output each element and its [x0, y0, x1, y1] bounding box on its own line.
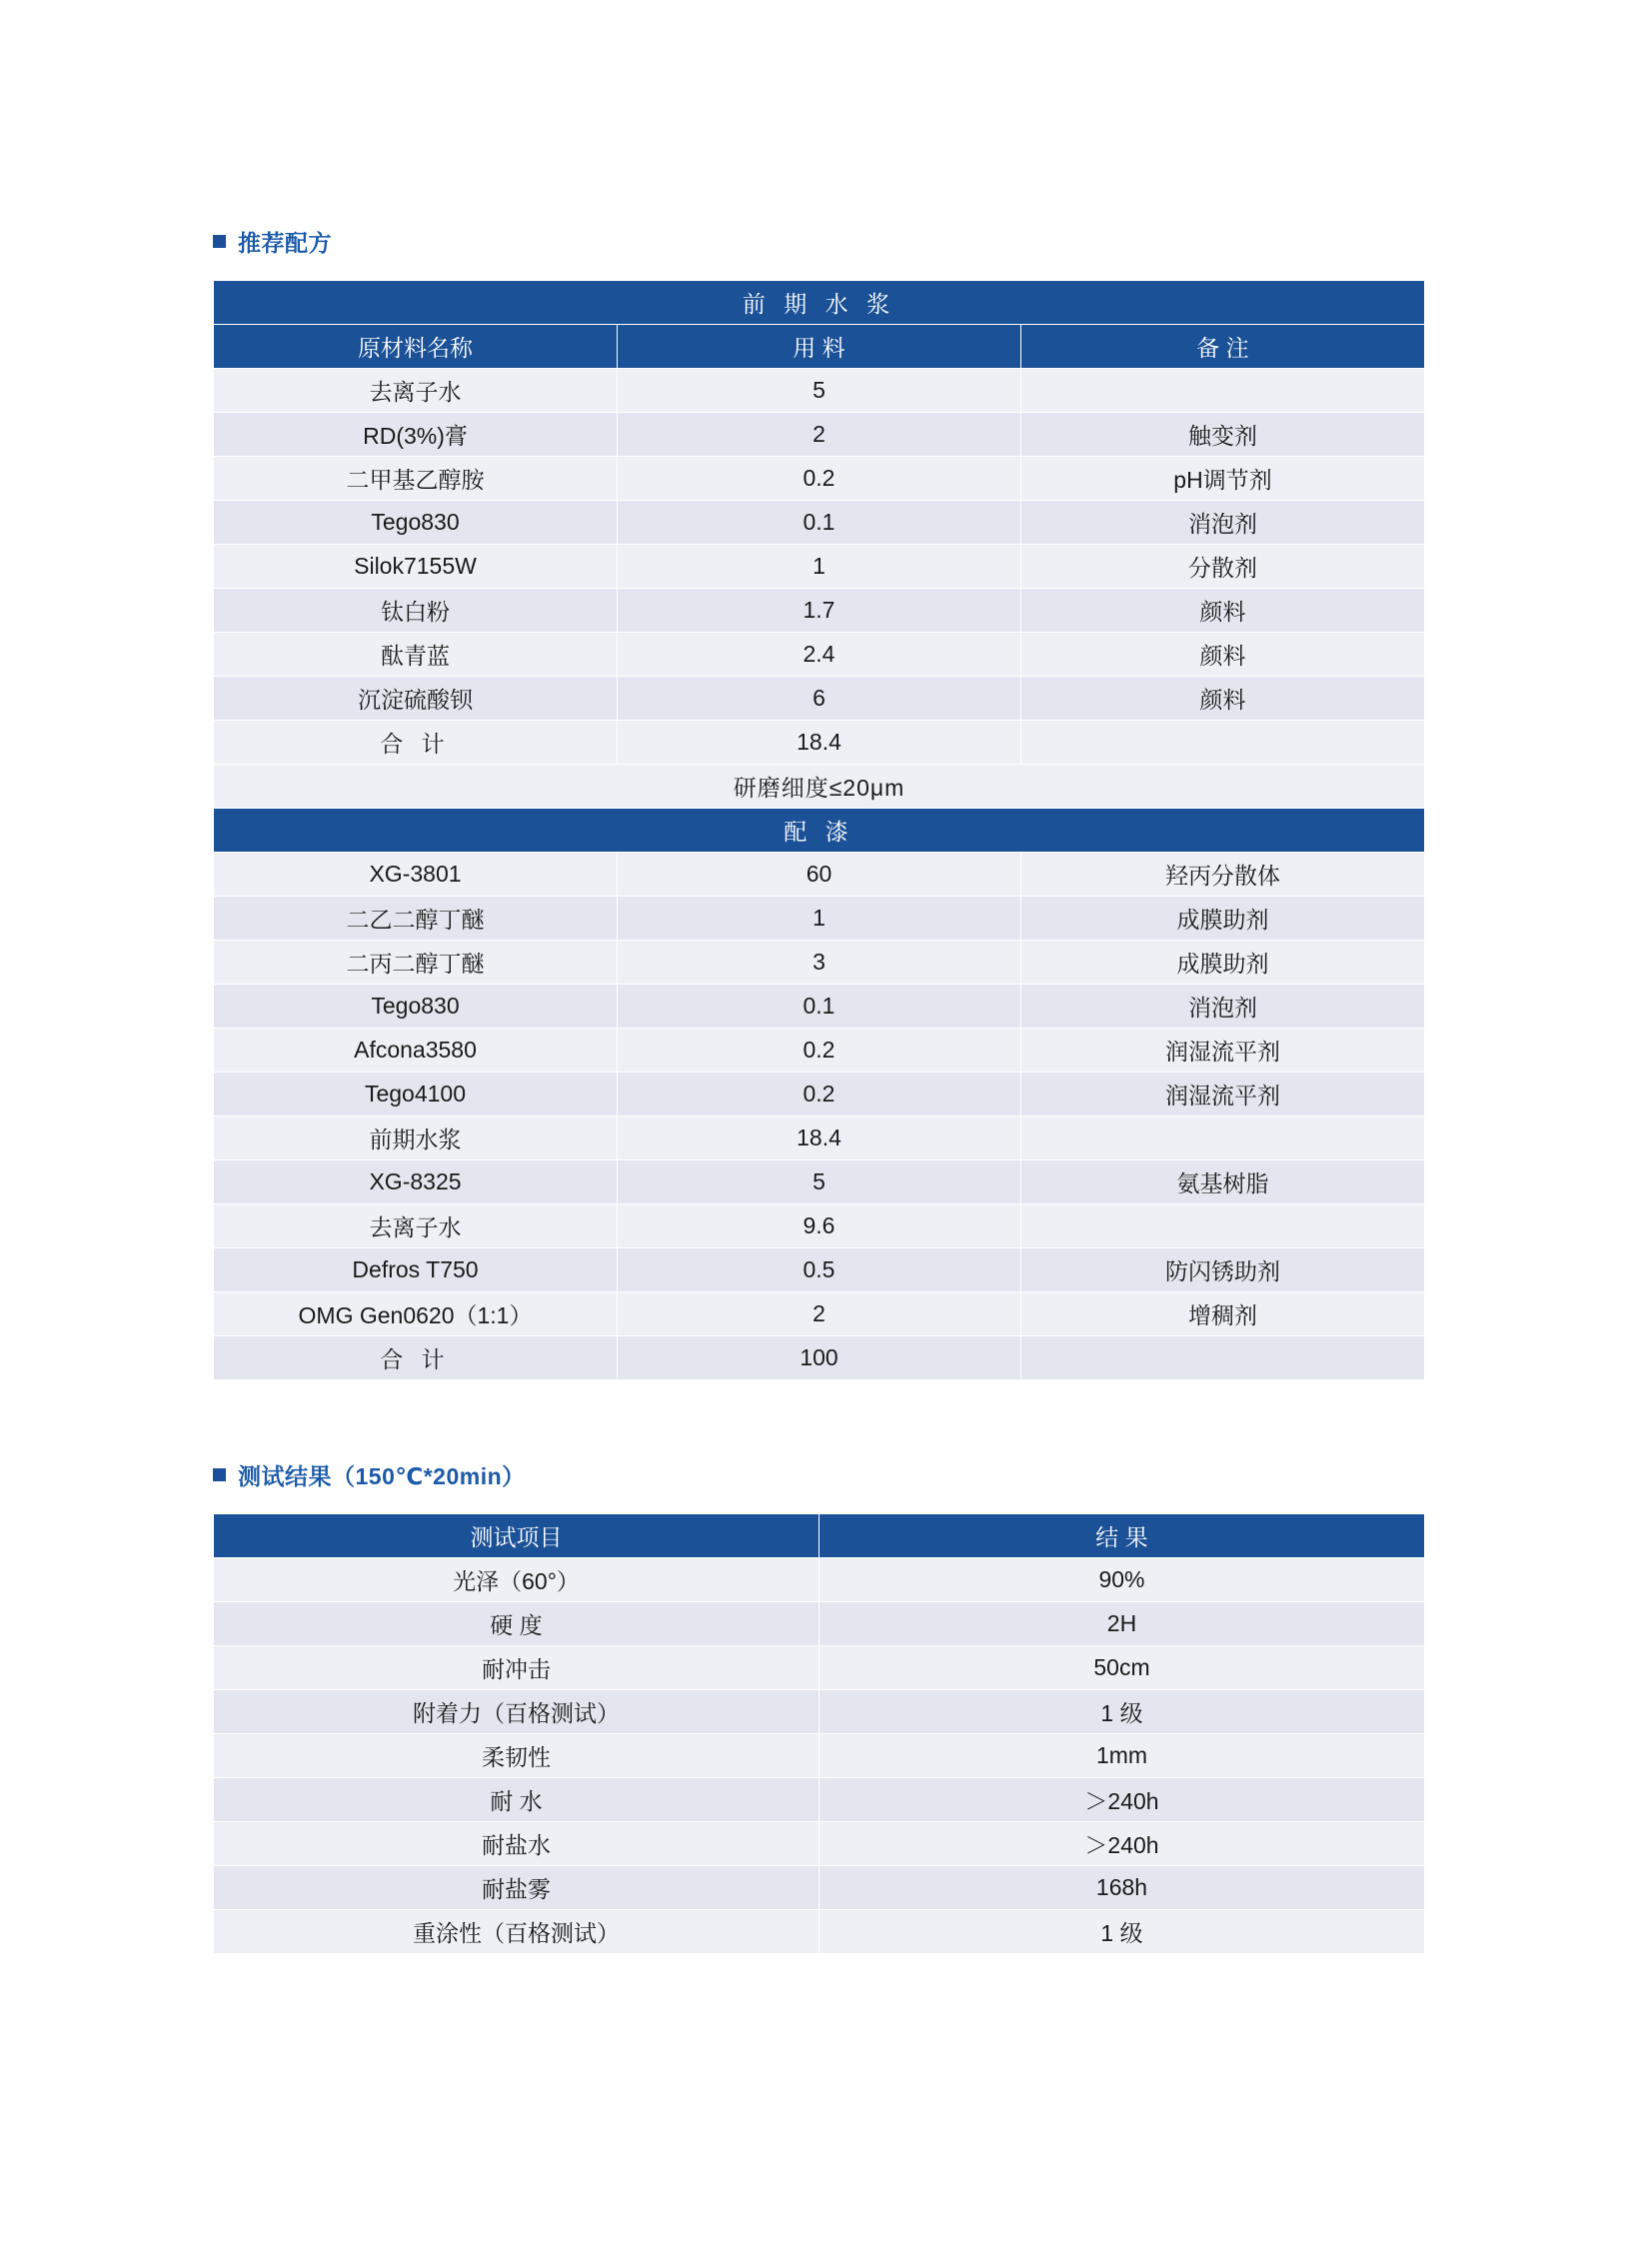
cell-material: Afcona3580	[214, 1029, 618, 1073]
section-title: 推荐配方	[238, 230, 332, 256]
cell-test-item: 重涂性（百格测试）	[214, 1910, 820, 1954]
table-row	[214, 1558, 1425, 1602]
grinding-fineness-note: 研磨细度≤20μm	[214, 765, 1425, 809]
cell-amount: 0.2	[618, 1029, 1021, 1073]
cell-remark: 成膜助剂	[1021, 897, 1425, 941]
cell-test-item: 柔韧性	[214, 1734, 820, 1778]
document-content	[213, 225, 1425, 1954]
cell-remark	[1021, 1204, 1425, 1248]
cell-remark: 润湿流平剂	[1021, 1029, 1425, 1073]
table-row	[214, 677, 1425, 721]
cell-material: 沉淀硫酸钡	[214, 677, 618, 721]
cell-test-result: 50cm	[820, 1646, 1425, 1690]
section-heading-results	[213, 1458, 1425, 1491]
cell-test-result: 90%	[820, 1558, 1425, 1602]
cell-test-item: 耐盐雾	[214, 1866, 820, 1910]
cell-amount: 0.2	[618, 1073, 1021, 1117]
cell-test-item: 耐盐水	[214, 1822, 820, 1866]
table-row	[214, 1248, 1425, 1292]
cell-test-result: ＞240h	[820, 1778, 1425, 1822]
cell-material: XG-8325	[214, 1160, 618, 1204]
table-row	[214, 501, 1425, 545]
band-title-paint-mix: 配 漆	[214, 809, 1425, 853]
cell-material: 二丙二醇丁醚	[214, 941, 618, 985]
cell-total-remark	[1021, 1336, 1425, 1380]
column-header-material: 原材料名称	[214, 325, 618, 369]
cell-material: 去离子水	[214, 369, 618, 413]
cell-test-result: 1mm	[820, 1734, 1425, 1778]
cell-material: XG-3801	[214, 853, 618, 897]
cell-amount: 5	[618, 1160, 1021, 1204]
table-row	[214, 457, 1425, 501]
table-row	[214, 1910, 1425, 1954]
column-header-remark: 备 注	[1021, 325, 1425, 369]
cell-amount: 1.7	[618, 589, 1021, 633]
table-row	[214, 1646, 1425, 1690]
table-row	[214, 1822, 1425, 1866]
table-row	[214, 1778, 1425, 1822]
cell-remark: 触变剂	[1021, 413, 1425, 457]
cell-amount: 60	[618, 853, 1021, 897]
table-row	[214, 1117, 1425, 1160]
cell-test-result: 168h	[820, 1866, 1425, 1910]
cell-test-item: 硬 度	[214, 1602, 820, 1646]
column-header-test-item: 测试项目	[214, 1514, 820, 1558]
cell-material: 钛白粉	[214, 589, 618, 633]
cell-remark: 颜料	[1021, 589, 1425, 633]
table-row	[214, 413, 1425, 457]
section-title: 测试结果（150℃*20min）	[238, 1463, 526, 1489]
table-row	[214, 369, 1425, 413]
cell-remark: 增稠剂	[1021, 1292, 1425, 1336]
cell-material: Tego830	[214, 985, 618, 1029]
cell-remark: 成膜助剂	[1021, 941, 1425, 985]
cell-material: 去离子水	[214, 1204, 618, 1248]
table-band-row	[214, 809, 1425, 853]
cell-amount: 0.1	[618, 501, 1021, 545]
table-row	[214, 897, 1425, 941]
band-title-pre-slurry: 前 期 水 浆	[214, 281, 1425, 325]
cell-amount: 9.6	[618, 1204, 1021, 1248]
cell-material: Silok7155W	[214, 545, 618, 589]
table-row	[214, 545, 1425, 589]
table-row	[214, 1690, 1425, 1734]
cell-amount: 1	[618, 545, 1021, 589]
cell-remark: 防闪锈助剂	[1021, 1248, 1425, 1292]
table-note-row	[214, 765, 1425, 809]
column-header-result: 结 果	[820, 1514, 1425, 1558]
table-row	[214, 1734, 1425, 1778]
cell-material: 前期水浆	[214, 1117, 618, 1160]
cell-remark: 颜料	[1021, 677, 1425, 721]
table-row	[214, 1029, 1425, 1073]
cell-total-label: 合 计	[214, 1336, 618, 1380]
section-heading-formula	[213, 225, 1425, 258]
cell-amount: 0.2	[618, 457, 1021, 501]
table-row	[214, 1292, 1425, 1336]
table-header-row	[214, 325, 1425, 369]
cell-material: 二甲基乙醇胺	[214, 457, 618, 501]
cell-total-amount: 100	[618, 1336, 1021, 1380]
table-band-row	[214, 281, 1425, 325]
square-bullet-icon	[213, 235, 226, 248]
cell-material: 二乙二醇丁醚	[214, 897, 618, 941]
table-row	[214, 1602, 1425, 1646]
table-row	[214, 1204, 1425, 1248]
table-header-row	[214, 1514, 1425, 1558]
cell-test-result: 1 级	[820, 1910, 1425, 1954]
table-row	[214, 853, 1425, 897]
cell-remark: 分散剂	[1021, 545, 1425, 589]
cell-test-item: 耐 水	[214, 1778, 820, 1822]
cell-amount: 1	[618, 897, 1021, 941]
cell-amount: 3	[618, 941, 1021, 985]
cell-total-label: 合 计	[214, 721, 618, 765]
cell-material: Tego830	[214, 501, 618, 545]
table-row	[214, 1160, 1425, 1204]
cell-remark: 润湿流平剂	[1021, 1073, 1425, 1117]
cell-material: RD(3%)膏	[214, 413, 618, 457]
cell-material: 酞青蓝	[214, 633, 618, 677]
cell-test-result: ＞240h	[820, 1822, 1425, 1866]
cell-amount: 18.4	[618, 1117, 1021, 1160]
square-bullet-icon	[213, 1468, 226, 1481]
cell-total-remark	[1021, 721, 1425, 765]
section-spacer	[213, 1380, 1425, 1458]
cell-amount: 2	[618, 1292, 1021, 1336]
cell-amount: 2.4	[618, 633, 1021, 677]
cell-amount: 0.5	[618, 1248, 1021, 1292]
table-row	[214, 1073, 1425, 1117]
cell-amount: 6	[618, 677, 1021, 721]
cell-material: OMG Gen0620（1:1）	[214, 1292, 618, 1336]
table-total-row	[214, 1336, 1425, 1380]
table-row	[214, 941, 1425, 985]
cell-remark: 消泡剂	[1021, 985, 1425, 1029]
cell-test-result: 1 级	[820, 1690, 1425, 1734]
cell-amount: 2	[618, 413, 1021, 457]
cell-test-result: 2H	[820, 1602, 1425, 1646]
table-row	[214, 589, 1425, 633]
column-header-amount: 用 料	[618, 325, 1021, 369]
cell-remark: 氨基树脂	[1021, 1160, 1425, 1204]
cell-remark: 消泡剂	[1021, 501, 1425, 545]
cell-test-item: 光泽（60°）	[214, 1558, 820, 1602]
cell-remark	[1021, 1117, 1425, 1160]
cell-amount: 0.1	[618, 985, 1021, 1029]
cell-amount: 5	[618, 369, 1021, 413]
cell-remark: 羟丙分散体	[1021, 853, 1425, 897]
cell-remark	[1021, 369, 1425, 413]
cell-material: Defros T750	[214, 1248, 618, 1292]
table-row	[214, 633, 1425, 677]
cell-material: Tego4100	[214, 1073, 618, 1117]
table-total-row	[214, 721, 1425, 765]
table-row	[214, 985, 1425, 1029]
formula-table	[213, 280, 1425, 1380]
cell-test-item: 附着力（百格测试）	[214, 1690, 820, 1734]
test-results-table	[213, 1513, 1425, 1954]
cell-total-amount: 18.4	[618, 721, 1021, 765]
cell-remark: 颜料	[1021, 633, 1425, 677]
cell-test-item: 耐冲击	[214, 1646, 820, 1690]
cell-remark: pH调节剂	[1021, 457, 1425, 501]
table-row	[214, 1866, 1425, 1910]
